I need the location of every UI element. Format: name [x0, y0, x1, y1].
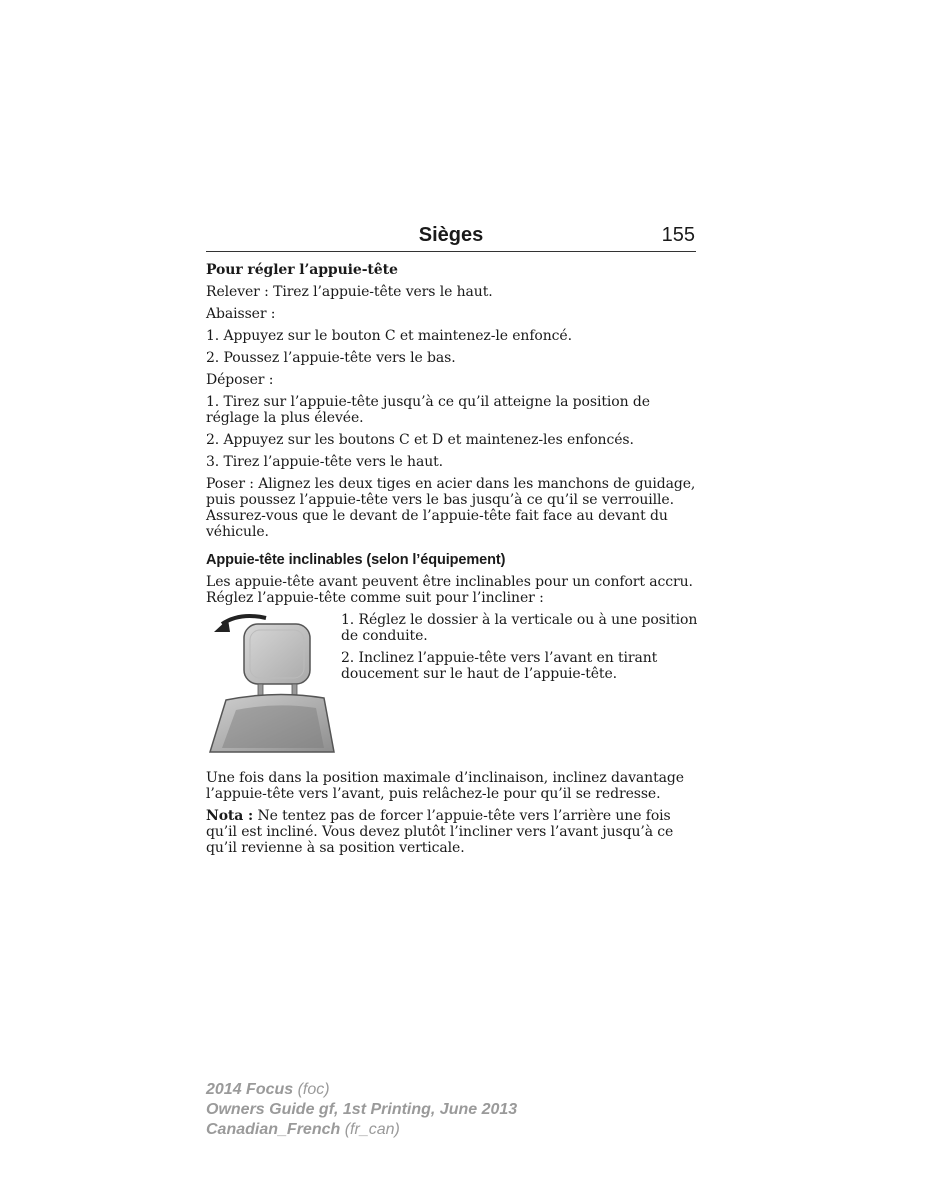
paragraph: 2. Appuyez sur les boutons C et D et maintenez-les enfoncés. — [206, 432, 634, 448]
paragraph: 3. Tirez l’appuie-tête vers le haut. — [206, 454, 443, 470]
footer-model: 2014 Focus — [206, 1081, 294, 1098]
paragraph: Les appuie-tête avant peuvent être inclinables pour un confort accru. Réglez l’appuie-tête comme suit pour l’incliner : — [206, 574, 693, 606]
paragraph: Une fois dans la position maximale d’inclinaison, inclinez davantage l’appuie-tête vers l’avant, puis relâchez-le pour qu’il se redresse. — [206, 770, 684, 802]
paragraph: Abaisser : — [206, 306, 276, 322]
note-text: Ne tentez pas de forcer l’appuie-tête vers l’arrière une fois qu’il est incliné. Vous devez plutôt l’incliner vers l’avant jusqu’à ce qu’il revienne à sa position verticale. — [206, 808, 674, 856]
section-heading: Pour régler l’appuie-tête — [206, 262, 398, 278]
paragraph: Déposer : — [206, 372, 274, 388]
page-footer — [206, 1080, 706, 1140]
step-item: 1. Réglez le dossier à la verticale ou à une position de conduite. — [341, 612, 698, 644]
paragraph: 1. Appuyez sur le bouton C et maintenez-le enfoncé. — [206, 328, 572, 344]
paragraph: 2. Poussez l’appuie-tête vers le bas. — [206, 350, 456, 366]
note-paragraph — [206, 808, 698, 856]
footer-model-code: (foc) — [293, 1081, 330, 1098]
footer-line — [206, 1120, 706, 1140]
page-number: 155 — [661, 224, 695, 246]
footer-printing: Owners Guide gf, 1st Printing, June 2013 — [206, 1101, 518, 1118]
paragraph: Relever : Tirez l’appuie-tête vers le haut. — [206, 284, 493, 300]
headrest-illustration — [206, 612, 338, 754]
footer-language-code: (fr_can) — [340, 1121, 400, 1138]
step-item: 2. Inclinez l’appuie-tête vers l’avant en tirant doucement sur le haut de l’appuie-tête. — [341, 650, 658, 682]
note-label: Nota : — [206, 808, 254, 824]
header-divider — [206, 251, 696, 252]
footer-line — [206, 1080, 706, 1100]
paragraph: 1. Tirez sur l’appuie-tête jusqu’à ce qu’il atteigne la position de réglage la plus élevée. — [206, 394, 650, 426]
section-heading: Appuie-tête inclinables (selon l’équipement) — [206, 552, 506, 568]
paragraph: Poser : Alignez les deux tiges en acier dans les manchons de guidage, puis poussez l’appuie-tête vers le bas jusqu’à ce qu’il se verrouille. Assurez-vous que le devant de l’appuie-tête fait face au devant du véhicule. — [206, 476, 696, 540]
footer-language: Canadian_French — [206, 1121, 341, 1138]
page-title: Sièges — [418, 224, 484, 246]
